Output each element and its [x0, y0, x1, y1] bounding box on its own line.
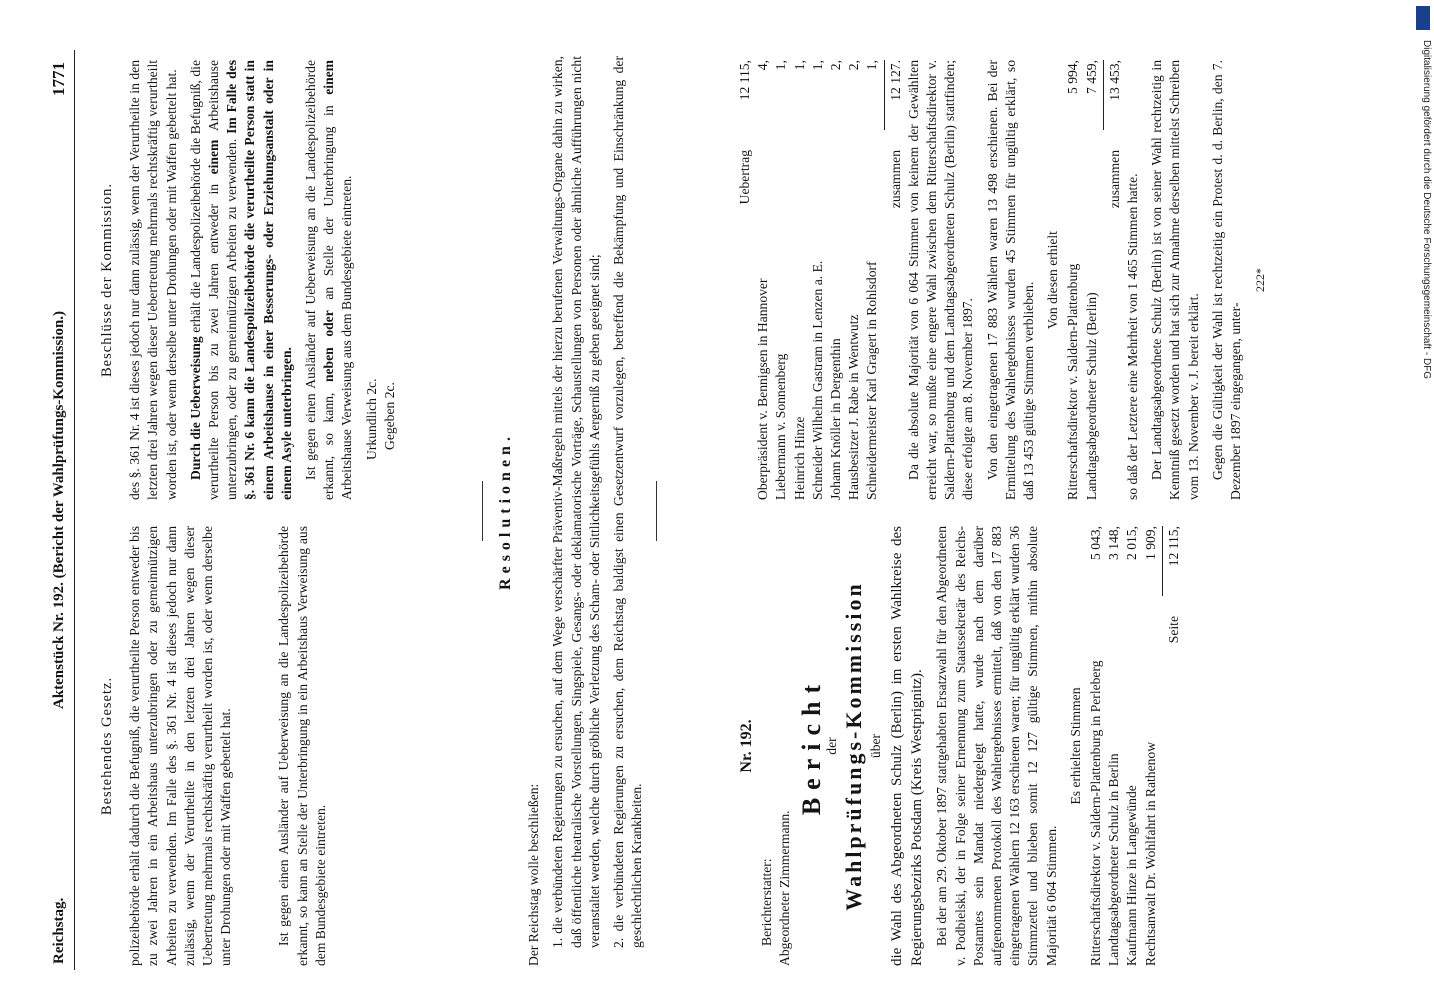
column-commission	[84, 60, 399, 500]
sum-rule	[884, 60, 885, 130]
existing-law-p2: Ist gegen einen Ausländer auf Ueberweisung an die Landespolizeibehörde erkannt, so kann an Stelle der Unterbringung in ein Arbeitshaus Verweisung aus dem Bundesgebiete eintreten.	[276, 526, 328, 966]
vote-name: Schneider Wilhelm Gastram in Lenzen a. E.	[809, 260, 825, 500]
report-der: der	[823, 737, 839, 755]
votes-list-a	[1087, 526, 1160, 966]
divider	[482, 481, 483, 541]
votes-heading-2: Von diesen erhielt	[1045, 231, 1061, 329]
vote-name: Oberpräsident v. Bennigsen in Hannover	[755, 278, 771, 500]
report-ueber: über	[868, 733, 884, 759]
dfg-notice-text: Digitalisierung gefördert durch die Deutsche Forschungsgemeinschaft - DFG	[1421, 40, 1432, 380]
runoff-p3: so daß der Letztere eine Mehrheit von 1 465 Stimmen hatte.	[1125, 173, 1141, 500]
vote-row	[772, 60, 790, 500]
commission-title: Beschlüsse der Kommission.	[99, 183, 115, 377]
vote-name: Schneidermeister Karl Gragert in Rohlsdorf	[864, 261, 880, 500]
column-existing-law	[84, 526, 336, 966]
document-page	[46, 50, 1376, 970]
vote-row	[1083, 60, 1101, 500]
vote-name: Hausbesitzer J. Rabe in Wentwutz	[846, 314, 862, 500]
vote-name: Rechtsanwalt Dr. Wohlfahrt in Rathenow	[1142, 741, 1158, 966]
vote-row	[791, 60, 809, 500]
resolution-item-2: 2. die verbündeten Regierungen zu ersuchen, dem Reichstag baldigst einen Gesetzentwurf vorzulegen, betreffend die Bekämpfung und Einschränkung der geschlechtlichen Krankheiten.	[611, 56, 645, 948]
resolutions-intro: Der Reichstag wolle beschließen:	[526, 783, 542, 966]
seite-label: Seite	[1165, 616, 1181, 644]
text-span: erhält die Landespolizeibehörde die Befugniß, die verurtheilte Person bis zu zwei Jahren entweder in	[187, 60, 222, 500]
header-left: Reichstag.	[51, 897, 67, 964]
page-number: 1771	[49, 62, 68, 96]
resolution-item-1: 1. die verbündeten Regierungen zu ersuchen, auf dem Wege verschärfter Präventiv-Maßregeln mittels der hierzu berufenen Verwaltungs-Organe dahin zu wirken, daß öffentliche theatralische Vorstellungen, Singspiele, Gesangs- oder deklamatorische Vorträge, Schaustellungen von Personen oder ähnliche Aufführungen nicht veranstaltet werden, welche durch gröbliche Verletzung des Scham- oder Sittlichkeitsgefühls Aergerniß zu geben geeignet sind;	[550, 56, 602, 948]
resolutions-section	[482, 56, 657, 966]
uebertrag-label: Uebertrag	[737, 150, 752, 205]
dfg-logo	[1416, 6, 1430, 30]
vote-row	[1105, 526, 1123, 966]
votes-list-c	[1064, 60, 1100, 500]
runoff-p4: Der Landtagsabgeordnete Schulz (Berlin) ist von seiner Wahl rechtzeitig in Kenntniß gesetzt worden und hat sich zur Annahme derselben mittelst Schreiben vom 13. November v. J. bereit erklärt.	[1149, 60, 1201, 500]
vote-name: Kaufmann Hinze in Langewünde	[1124, 785, 1140, 966]
commission-name: Wahlprüfungs-Kommission	[841, 581, 867, 911]
sum-rule	[1103, 60, 1104, 130]
text-span: Ist gegen einen Ausländer auf Ueberweisung an die Landespolizeibehörde erkannt, so kann,	[303, 60, 337, 500]
votes-list-b	[754, 60, 881, 500]
text-span: an Stelle der Unterbringung in	[321, 94, 337, 311]
seite-row	[1165, 526, 1183, 966]
report-column-left	[736, 526, 1183, 966]
vote-name: Ritterschaftsdirektor v. Saldern-Plattenburg in Perleberg	[1088, 660, 1104, 966]
vote-row	[1123, 526, 1141, 966]
zusammen-value: 12 127.	[887, 60, 903, 101]
vote-value: 7 459,	[1083, 60, 1099, 94]
report-title: Bericht	[796, 676, 826, 816]
vote-value: 2,	[846, 60, 862, 71]
vote-value: 2 015,	[1124, 526, 1140, 560]
vote-value: 5 994,	[1065, 60, 1081, 94]
commission-p1: des §. 361 Nr. 4 ist dieses jedoch nur dann zulässig, wenn der Verurtheilte in den letzten drei Jahren wegen dieser Uebertretung mehrmals rechtskräftig verurtheilt worden ist, oder wenn derselbe unter Drohungen oder mit Waffen gebettelt hat.	[127, 60, 179, 500]
dfg-notice	[1420, 40, 1434, 420]
existing-law-title: Bestehendes Gesetz.	[99, 676, 115, 816]
signature-mark: 222*	[1253, 268, 1268, 292]
vote-name: Liebermann v. Sonnenberg	[773, 353, 789, 500]
commission-p2	[187, 60, 296, 500]
report-p1: Bei der am 29. Oktober 1897 stattgehabten Ersatzwahl für den Abgeordneten v. Podbielski, der in Folge seiner Ernennung zum Staatssekretär des Reichs-Postamtes sein Mandat niedergelegt hatte, wurde nach dem darüber aufgenommenen Protokoll des Wahlergebnisses ermittelt, daß von den 17 883 eingetragenen Wählern 12 163 erschienen waren; für ungültig erklärt wurden 36 Stimmzettel und blieben somit 12 127 gültige Stimmen, mithin absolute Majorität 6 064 Stimmen.	[934, 526, 1059, 966]
vote-value: 5 043,	[1088, 526, 1104, 560]
report-subject: die Wahl des Abgeordneten Schulz (Berlin) im ersten Wahlkreise des Regierungsbezirks Potsdam (Kreis Westprignitz).	[889, 526, 926, 966]
text-span: Arbeitshause Verweisung aus dem Bundesgebiete eintreten.	[339, 175, 355, 500]
runoff-p5: Gegen die Gültigkeit der Wahl ist rechtzeitig ein Protest d. d. Berlin, den 7. Dezember 1897 eingegangen, unter-	[1209, 60, 1244, 500]
vote-value: 1,	[791, 60, 807, 71]
bold-span: Im Falle des §. 361 Nr. 6 kann die Landespolizeibehörde die verurtheilte Person statt in einem Arbeitshause in einer Besserungs- oder Erziehungsanstalt oder in einem Asyle unterbringen.	[224, 60, 294, 500]
uebertrag-row	[736, 60, 754, 500]
vote-name: Heinrich Hinze	[791, 416, 807, 500]
gegeben: Gegeben 2c.	[381, 382, 397, 450]
vote-name: Ritterschaftsdirektor v. Saldern-Plattenburg	[1065, 263, 1081, 500]
bold-span: neben oder	[321, 310, 337, 383]
report-number: Nr. 192.	[738, 719, 755, 773]
vote-row	[863, 60, 881, 500]
sum-rule	[1162, 526, 1163, 596]
page-header	[46, 50, 75, 970]
vote-row	[754, 60, 772, 500]
vote-name: Landtagsabgeordneter Schulz (Berlin)	[1083, 292, 1099, 500]
bold-span: einem	[206, 139, 222, 175]
bold-span: Durch die Ueberweisung	[187, 336, 203, 480]
uebertrag-value: 12 115,	[737, 60, 752, 101]
runoff-p1: Da die absolute Majorität von 6 064 Stimmen von keinem der Gewählten erreicht war, so mußte eine engere Wahl zwischen dem Ritterschaftsdirektor v. Saldern-Plattenburg und dem Landtagsabgeordneten Schulz (Berlin) stattfinden; diese erfolgte am 8. November 1897.	[905, 60, 976, 500]
vote-value: 4,	[755, 60, 771, 71]
zusammen-label: zusammen	[887, 150, 903, 209]
vote-value: 3 148,	[1106, 526, 1122, 560]
commission-p3	[302, 60, 357, 500]
seite-value: 12 115,	[1165, 526, 1181, 567]
vote-row	[809, 60, 827, 500]
berichterstatter-name: Abgeordneter Zimmermann.	[777, 810, 793, 966]
vote-value: 1,	[809, 60, 825, 71]
vote-value: 2,	[828, 60, 844, 71]
vote-value: 1,	[773, 60, 789, 71]
existing-law-p1: polizeibehörde erhält dadurch die Befugniß, die verurtheilte Person entweder bis zu zwei Jahren in ein Arbeitshaus unterzubringen oder zu gemeinnützigen Arbeiten zu verwenden. Im Falle des §. 361 Nr. 4 ist dieses jedoch nur dann zulässig, wenn der Verurtheilte in den letzten drei Jahren wegen dieser Uebertretung mehrmals rechtskräftig verurtheilt worden ist, oder wenn derselbe unter Drohungen oder mit Waffen gebettelt hat.	[127, 526, 234, 966]
runoff-p2: Von den eingetragenen 17 883 Wählern waren 13 498 erschienen. Bei der Ermittelung des Wahlergebnisses wurden 45 Stimmen für ungültig erklärt, so daß 13 453 gültige Stimmen verblieben.	[984, 60, 1037, 500]
vote-row	[1064, 60, 1082, 500]
zusammen2-label: zusammen	[1106, 150, 1122, 209]
vote-row	[845, 60, 863, 500]
header-center: Aktenstück Nr. 192. (Bericht der Wahlprüfungs-Kommission.)	[51, 310, 67, 710]
vote-name: Johann Knöller in Dergenthin	[828, 338, 844, 500]
zusammen2-value: 13 453,	[1106, 60, 1122, 101]
vote-name: Landtagsabgeordneter Schulz in Berlin	[1106, 753, 1122, 966]
bold-span: einem	[321, 60, 337, 95]
vote-row	[827, 60, 845, 500]
votes-heading: Es erhielten Stimmen	[1067, 687, 1083, 805]
vote-value: 1 909,	[1142, 526, 1158, 560]
divider	[656, 481, 657, 541]
urkundlich: Urkundlich 2c.	[363, 378, 379, 460]
resolutions-title: Resolutionen.	[497, 432, 514, 590]
text-span: Arbeitshause unterzubringen, oder zu gemeinnützigen Arbeiten zu verwenden.	[206, 60, 240, 500]
vote-row	[1087, 526, 1105, 966]
zusammen-row	[887, 60, 905, 500]
report-column-right	[736, 60, 1269, 500]
vote-row	[1142, 526, 1160, 966]
vote-value: 1,	[864, 60, 880, 71]
zusammen2-row	[1106, 60, 1124, 500]
berichterstatter-label: Berichterstatter:	[759, 858, 775, 946]
